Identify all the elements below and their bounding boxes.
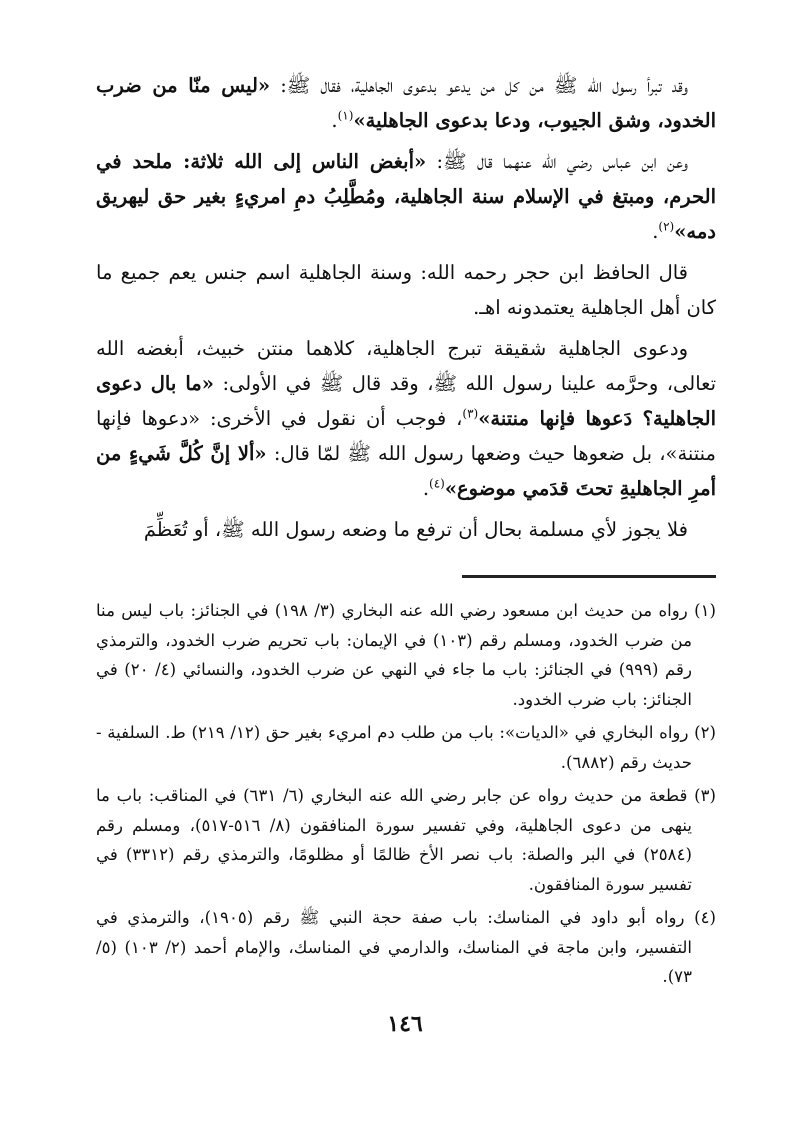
footnote-4: (٤) رواه أبو داود في المناسك: باب صفة حجة النبي ﷺ رقم (١٩٠٥)، والترمذي في التفسير، وابن ماجة في المناسك، والدارمي في المناسك، والإمام أحمد (٢/ ١٠٣) (٥/ ٧٣). — [96, 908, 716, 986]
paragraph-4-middle: ، فوجب أن نقول في الأخرى: «دعوها فإنها منتنة»، بل ضعوها حيث وضعها رسول الله ﷺ لمّا قال: — [96, 407, 716, 465]
paragraph-5 — [96, 512, 716, 547]
hadith-quote-2: «أبغض الناس إلى الله ثلاثة: ملحد في الحرم، ومبتغ في الإسلام سنة الجاهلية، ومُطَّلِبُ دمِ امريءٍ بغير حق ليهريق دمه» — [96, 150, 716, 243]
footnote-ref-3[interactable]: (٣) — [462, 406, 479, 421]
footnote-ref-2[interactable]: (٢) — [658, 219, 675, 234]
footnote-3: (٣) قطعة من حديث رواه عن جابر رضي الله عنه البخاري (٦/ ٦٣١) في المناقب: باب ما ينهى من دعوى الجاهلية، وفي تفسير سورة المنافقون (٨/ ٥١٦-٥١٧)، ومسلم رقم (٢٥٨٤) في البر والصلة: باب نصر الأخ ظالمًا أو مظلومًا، والترمذي رقم (٣٣١٢) في تفسير سورة المنافقون. — [96, 786, 716, 894]
paragraph-1: وقد تبرأ رسول الله ﷺ من كل من يدعو بدعوى الجاهلية، فقال ﷺ: «ليس منّا من ضرب الخدود، وشق الجيوب، ودعا بدعوى الجاهلية»$^{(١)}$. — [96, 74, 716, 132]
hadith-quote-4: «ألا إنَّ كُلَّ شَيءٍ من أمرِ الجاهليةِ تحتَ قدَمي موضوع» — [96, 442, 716, 500]
paragraph-3-text: قال الحافظ ابن حجر رحمه الله: وسنة الجاهلية اسم جنس يعم جميع ما كان أهل الجاهلية يعتمدونه اهـ. — [96, 261, 716, 319]
footnote-2: (٢) رواه البخاري في «الديات»: باب من طلب دم امريء بغير حق (١٢/ ٢١٩) ط. السلفية - حديث رقم (٦٨٨٢). — [96, 723, 716, 772]
footnotes — [96, 596, 716, 992]
footnote-1: (١) رواه من حديث ابن مسعود رضي الله عنه البخاري (٣/ ١٩٨) في الجنائز: باب ليس منا من ضرب الخدود، ومسلم رقم (١٠٣) في الإيمان: باب تحريم ضرب الخدود، والترمذي رقم (٩٩٩) في الجنائز: باب ما جاء في النهي عن ضرب الخدود، والنسائي (٤/ ٢٠) في الجنائز: باب ضرب الخدود. — [96, 601, 716, 709]
paragraph-4: ودعوى الجاهلية شقيقة تبرج الجاهلية، كلاهما منتن خبيث، أبغضه الله تعالى، وحرَّمه علينا رسول الله ﷺ، وقد قال ﷺ في الأولى: «ما بال دعوى الجاهلية؟ دَعوها فإنها منتنة»$^{(٣)}$، فوجب أن نقول في الأخرى: «دعوها فإنها منتنة»، بل ضعوها حيث وضعها رسول الله ﷺ لمّا قال: «ألا إنَّ كُلَّ شَيءٍ من أمرِ الجاهليةِ تحتَ قدَمي موضوع»$^{(٤)}$. — [96, 337, 716, 500]
hadith-quote-1: «ليس منّا من ضرب الخدود، وشق الجيوب، ودعا بدعوى الجاهلية» — [96, 74, 716, 132]
paragraph-5-text: فلا يجوز لأي مسلمة بحال أن ترفع ما وضعه رسول الله ﷺ، أو تُعَظِّمَ — [143, 518, 688, 541]
paragraph-1-text: وقد تبرأ رسول الله ﷺ من كل من يدعو بدعوى الجاهلية، فقال ﷺ: — [280, 74, 688, 97]
page-number: ١٤٦ — [387, 1011, 423, 1037]
paragraph-3 — [96, 255, 716, 325]
footnote-ref-1[interactable]: (١) — [337, 108, 354, 123]
footnote-divider — [462, 575, 716, 578]
hadith-quote-3: «ما بال دعوى الجاهلية؟ دَعوها فإنها منتنة» — [96, 372, 716, 430]
footnote-ref-4[interactable]: (٤) — [429, 476, 445, 491]
page-content — [96, 68, 716, 996]
paragraph-2-text: وعن ابن عباس رضي الله عنهما قال ﷺ: — [436, 150, 689, 173]
paragraph-2: وعن ابن عباس رضي الله عنهما قال ﷺ: «أبغض الناس إلى الله ثلاثة: ملحد في الحرم، ومبتغ في الإسلام سنة الجاهلية، ومُطَّلِبُ دمِ امريءٍ بغير حق ليهريق دمه»$^{(٢)}$. — [96, 150, 716, 243]
paragraph-4-text: ودعوى الجاهلية شقيقة تبرج الجاهلية، كلاهما منتن خبيث، أبغضه الله تعالى، وحرَّمه علينا رسول الله ﷺ، وقد قال ﷺ في الأولى: — [96, 337, 716, 395]
